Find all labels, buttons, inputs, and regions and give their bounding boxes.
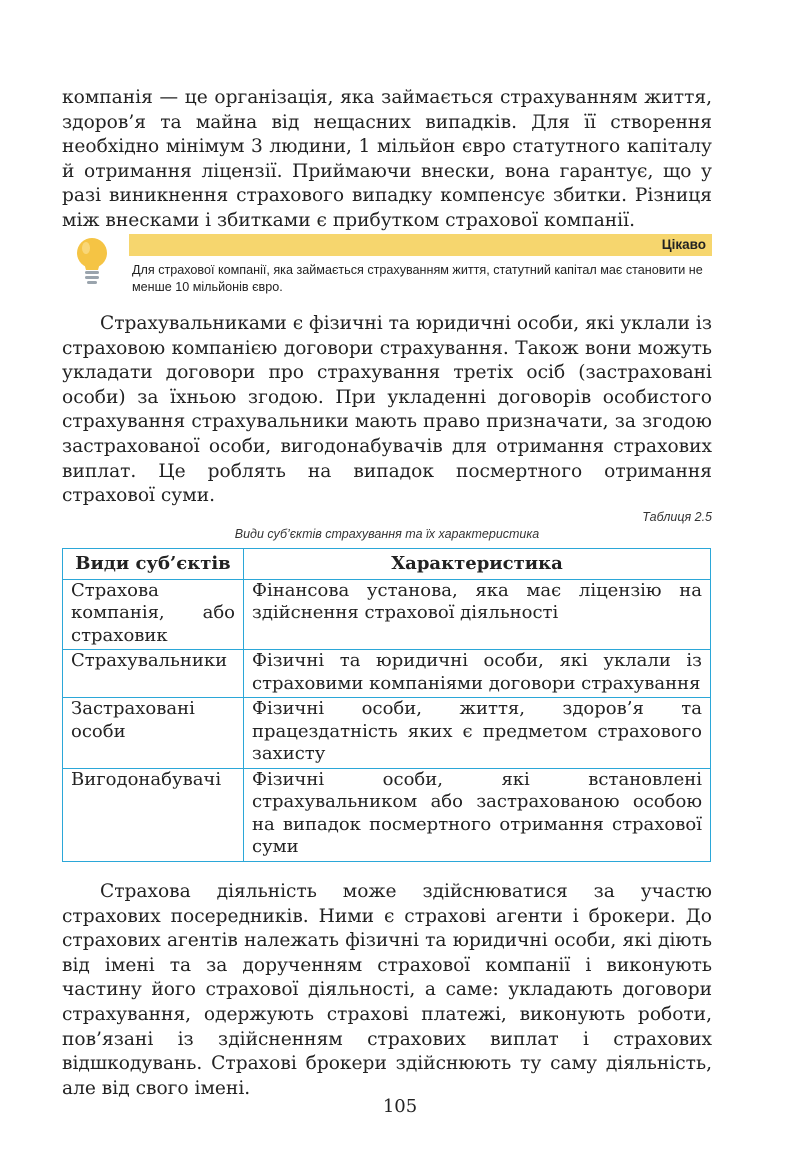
table-row (63, 650, 711, 698)
table-cell-subject: Вигодонабувачі (63, 768, 244, 861)
interesting-note (72, 234, 712, 300)
table-cell-description: Фінансова установа, яка має ліцензію на здійснення страхової діяльності (244, 579, 711, 650)
table-cell-description: Фізичні особи, життя, здоров’я та працездатність яких є предметом страхового захисту (244, 698, 711, 769)
paragraph-1: компанія — це організація, яка займається страхуванням життя, здоров’я та майна від нещасних випадків. Для її створення необхідно мінімум 3 людини, 1 мільйон євро статутного капіталу й отримання ліцензії. Приймаючи внески, вона гарантує, що у разі виникнення страхового випадку компенсує збитки. Різниця між внесками і збитками є прибутком страхової компанії. (62, 87, 712, 231)
table-row (63, 579, 711, 650)
paragraph-3: Страхова діяльність може здійснюватися за участю страхових посередників. Ними є страхові агенти і брокери. До страхових агентів належать фізичні та юридичні особи, які діють від імені та за дорученням страхової компанії і виконують частину його страхової діяльності, а саме: укладають договори страхування, одержують страхові платежі, виконують роботи, пов’язані із здійсненням страхових виплат і страхових відшкодувань. Страхові брокери здійснюють ту саму діяльність, але від свого імені. (62, 881, 712, 1099)
subjects-table (62, 548, 711, 862)
table-cell-description: Фізичні та юридичні особи, які уклали із страховими компаніями договори страхування (244, 650, 711, 698)
table-cell-subject: Страхова компанія, або страховик (63, 579, 244, 650)
note-title: Цікаво (129, 234, 712, 256)
table-number: Таблиця 2.5 (642, 510, 712, 524)
table-cell-description: Фізичні особи, які встановлені страхувальником або застрахованою особою на випадок посмертного отримання страхової суми (244, 768, 711, 861)
page-number: 105 (382, 1096, 418, 1117)
note-text: Для страхової компанії, яка займається страхуванням життя, статутний капітал має становити не менше 10 мільйонів євро. (132, 263, 703, 294)
table-header-cell: Види суб’єктів (63, 549, 244, 580)
table-row (63, 698, 711, 769)
lightbulb-icon (72, 236, 112, 286)
table-header-row (63, 549, 711, 580)
table-header-cell: Характеристика (244, 549, 711, 580)
paragraph-2: Страхувальниками є фізичні та юридичні особи, які уклали із страховою компанією договори страхування. Також вони можуть укладати договори про страхування третіх осіб (застраховані особи) за їхньою згодою. При укладенні договорів особистого страхування страхувальники мають право призначати, за згодою застрахованої особи, вигодонабувачів для отримання страхових виплат. Це роблять на випадок посмертного отримання страхової суми. (62, 313, 712, 507)
table-cell-subject: Застраховані особи (63, 698, 244, 769)
table-caption: Види суб’єктів страхування та їх характеристика (234, 527, 540, 541)
table-cell-subject: Страхувальники (63, 650, 244, 698)
table-row (63, 768, 711, 861)
